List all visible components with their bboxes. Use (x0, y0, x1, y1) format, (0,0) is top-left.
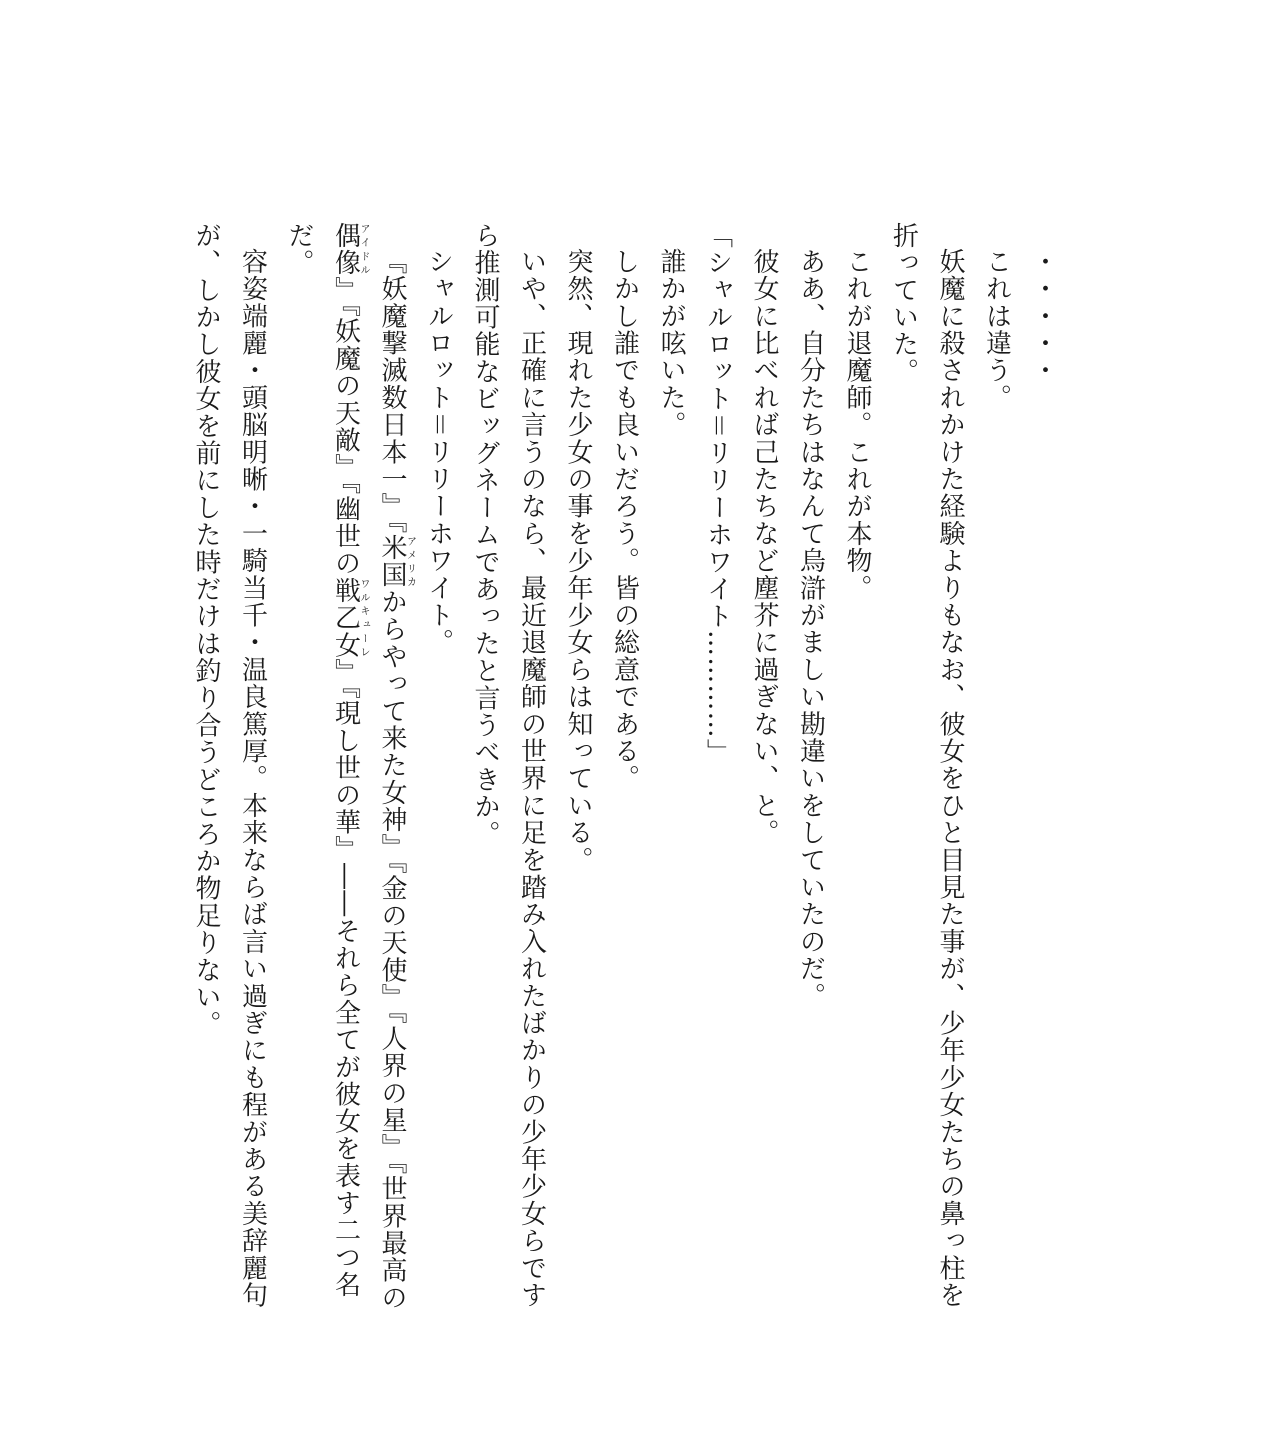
paragraph: しかし誰でも良いだろう。皆の総意である。 (609, 248, 640, 792)
epithet-text: からやって来た女神』『金の天使』『人界の星』『世界最高の (377, 588, 407, 1312)
ruby-america (377, 534, 416, 589)
ruby-idol (330, 222, 369, 277)
paragraph-epithets (276, 222, 416, 1322)
ruby-valkyrie (330, 576, 369, 659)
paragraph: いや、正確に言うのなら、最近退魔師の世界に足を踏み入れたばかりの少年少女らですら推測可能なビッグネームであったと言うべきか。 (470, 222, 547, 1309)
ruby-reading: アメリカ (404, 534, 416, 589)
vertical-text-body (191, 222, 1066, 1322)
ruby-base: 偶像 (330, 222, 361, 277)
paragraph: 容姿端麗・頭脳明晰・一騎当千・温良篤厚。本来ならば言い過ぎにも程がある美辞麗句が、しかし彼女を前にした時だけは釣り合うどころか物足りない。 (191, 222, 268, 1309)
epithet-text: 』『現し世の華』――それら全てが彼女を表す二つ名だ。 (284, 222, 361, 1299)
ruby-base: 米国 (377, 534, 407, 589)
paragraph-dots: ・・・・・ (1028, 248, 1058, 384)
paragraph: これが退魔師。これが本物。 (842, 248, 872, 602)
epithet-text: 『妖魔撃滅数日本一』『 (377, 248, 407, 535)
paragraph: 誰かが呟いた。 (656, 248, 686, 439)
paragraph: 妖魔に殺されかけた経験よりもなお、彼女をひと目見た事が、少年少女たちの鼻っ柱を折っていた。 (888, 222, 965, 1309)
dialogue-line: 「シャルロット＝リリーホワイト…………」 (702, 222, 733, 766)
paragraph: 彼女に比べれば己たちなど塵芥に過ぎない、と。 (749, 248, 779, 847)
ruby-base: 戦乙女 (330, 576, 361, 659)
paragraph: 突然、現れた少女の事を少年少女らは知っている。 (563, 248, 593, 874)
paragraph: シャルロット＝リリーホワイト。 (423, 248, 454, 656)
epithet-text: 』『妖魔の天敵』『幽世の (330, 276, 361, 577)
paragraph: ああ、自分たちはなんて烏滸がましい勘違いをしていたのだ。 (795, 248, 826, 1010)
ruby-reading: アイドル (358, 222, 369, 277)
paragraph: これは違う。 (981, 248, 1012, 412)
ruby-reading: ワルキューレ (358, 576, 369, 659)
